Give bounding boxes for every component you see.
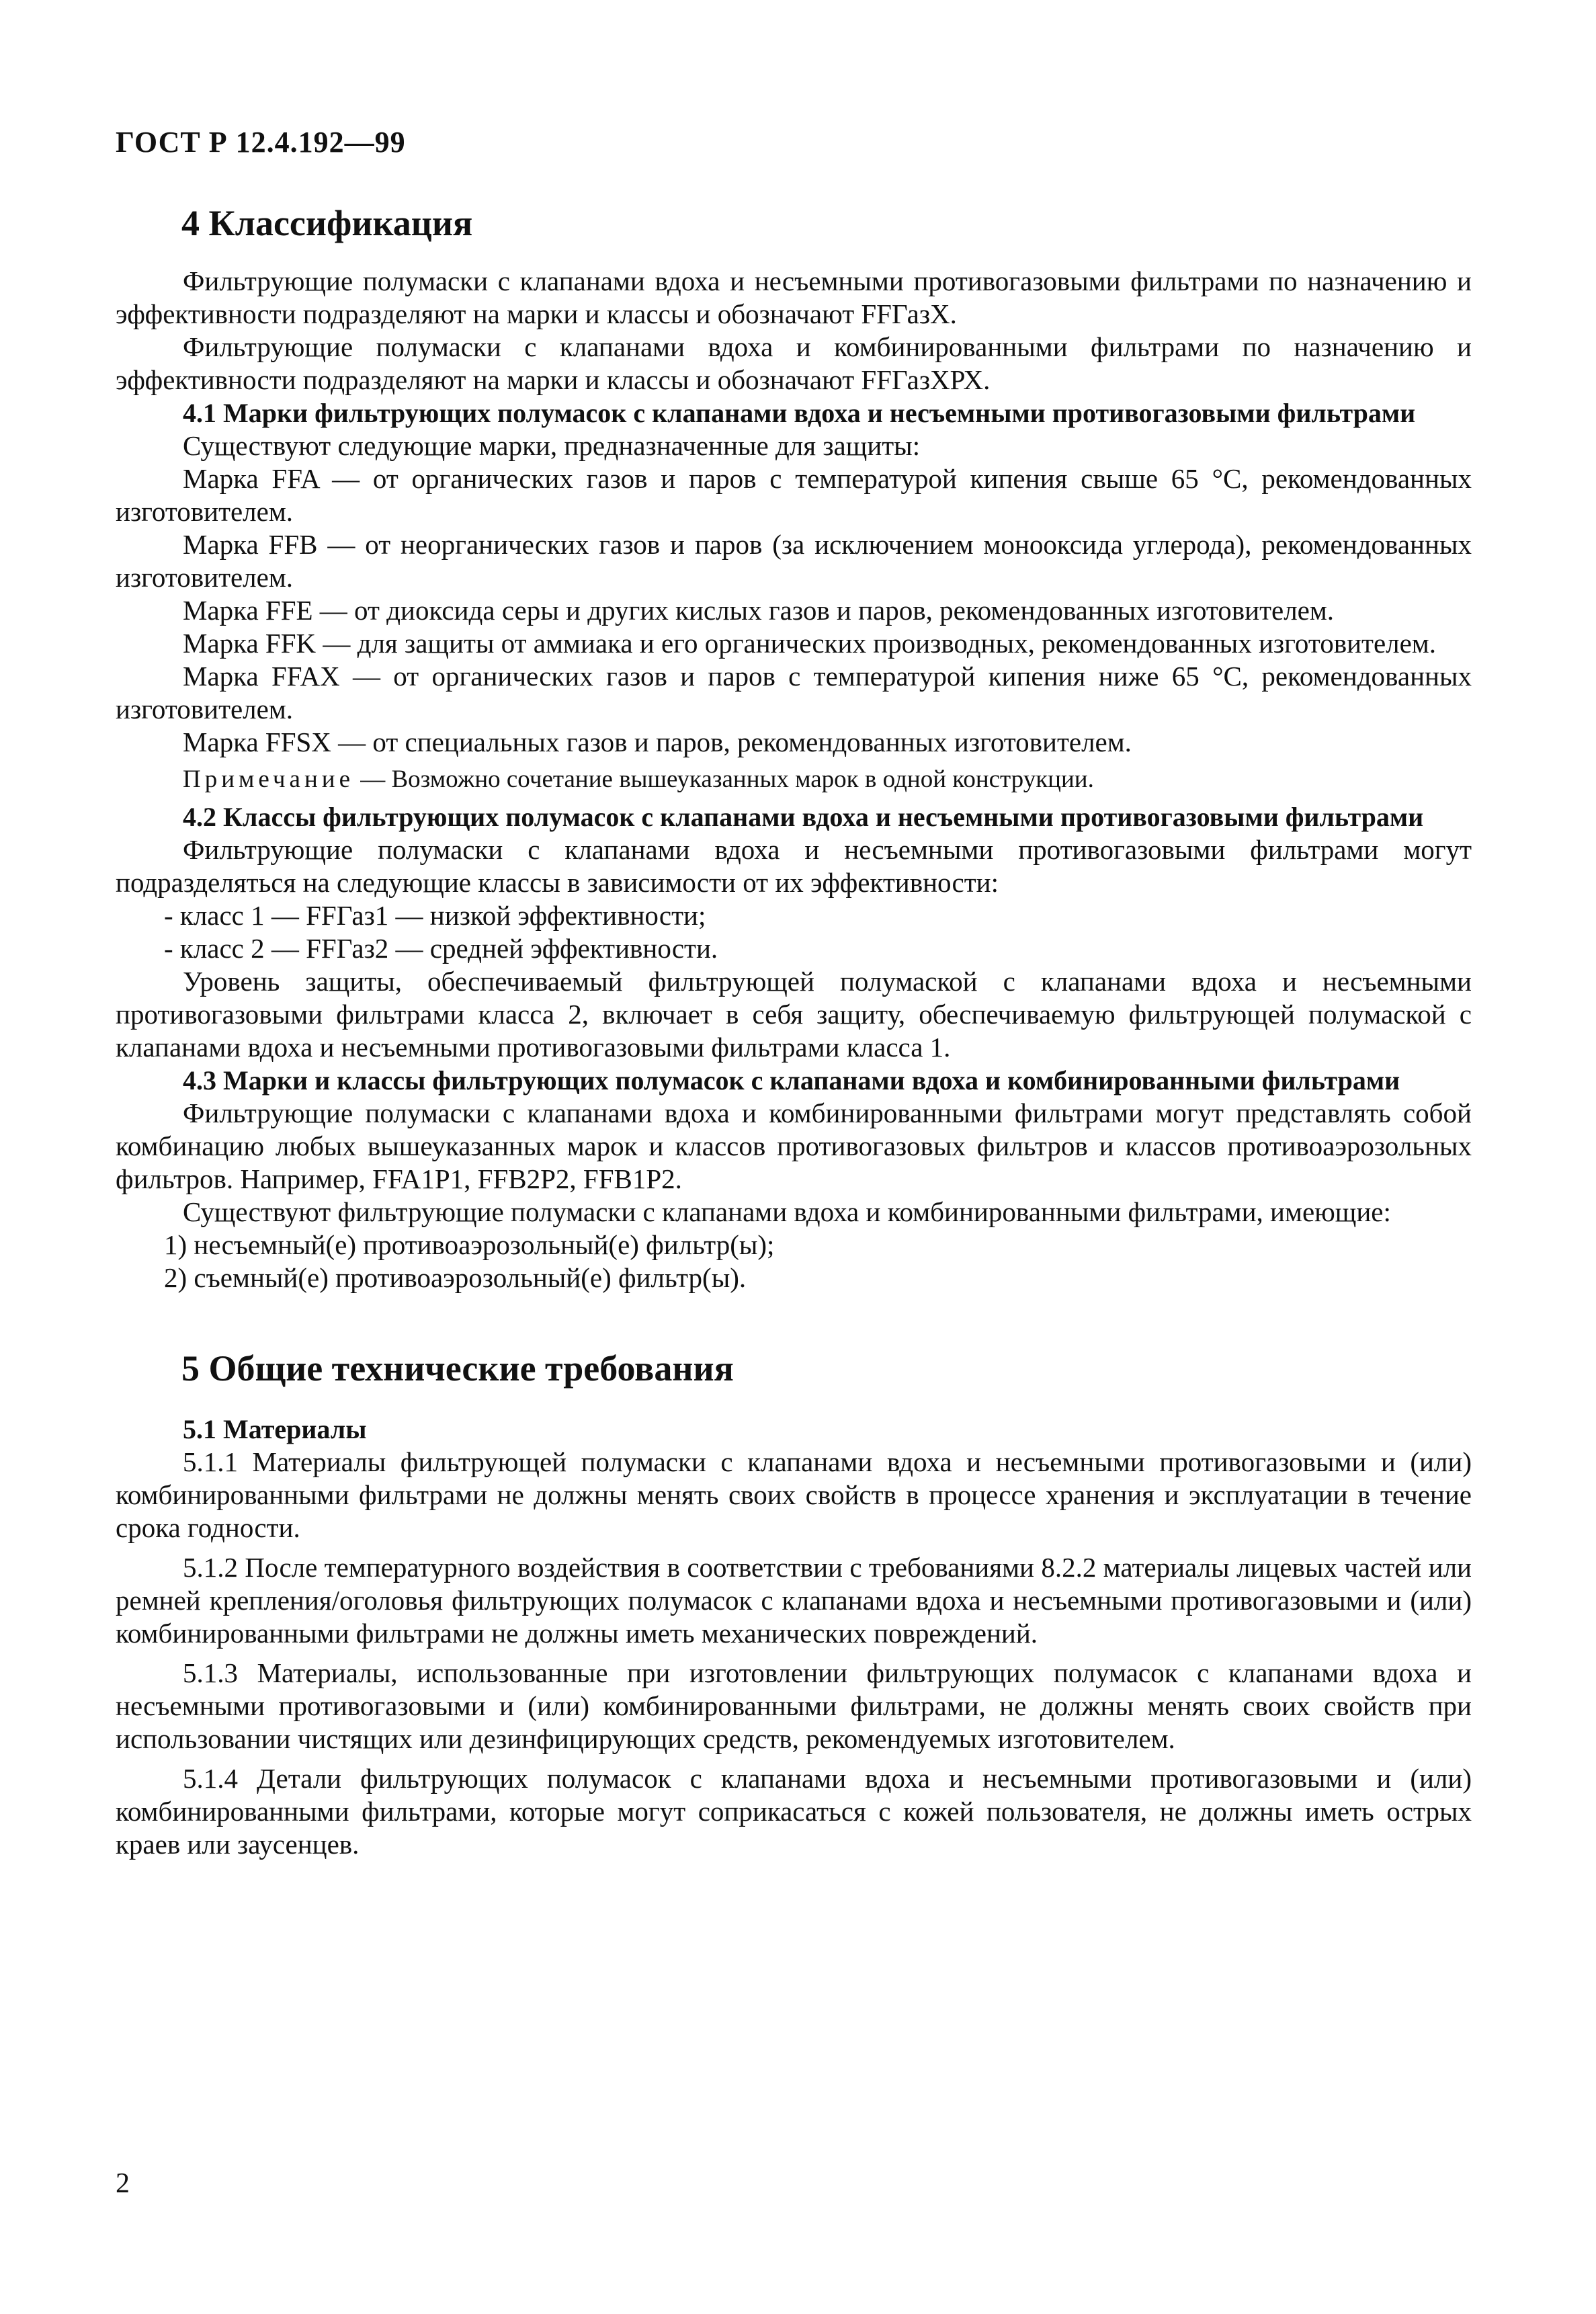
subsection-4-1-title: 4.1 Марки фильтрующих полумасок с клапанами вдоха и несъемными противогазовыми фильтрами xyxy=(183,398,1416,428)
clause-5-1-3: 5.1.3 Материалы, использованные при изготовлении фильтрующих полумасок с клапанами вдоха и несъемными противогазовыми и (или) комбинированными фильтрами, не должны менять своих свойств при использовании чистящих или дезинфицирующих средств, рекомендуемых изготовителем. xyxy=(116,1657,1472,1754)
section-4-paragraph-1: Фильтрующие полумаски с клапанами вдоха и несъемными противогазовыми фильтрами по назначению и эффективности подразделяют на марки и классы и обозначают FFГазХ. xyxy=(116,265,1472,329)
clause-5-1-1: 5.1.1 Материалы фильтрующей полумаски с клапанами вдоха и несъемными противогазовыми и (или) комбинированными фильтрами не должны менять своих свойств в процессе хранения и эксплуатации в течение срока годности. xyxy=(116,1446,1472,1543)
subsection-4-3-title: 4.3 Марки и классы фильтрующих полумасок с клапанами вдоха и комбинированными фильтрами xyxy=(183,1065,1400,1096)
subsection-4-1-intro: Существуют следующие марки, предназначенные для защиты: xyxy=(183,430,921,461)
note-label: Примечание xyxy=(183,766,354,793)
filter-list-item: 1) несъемный(е) противоаэрозольный(е) фильтр(ы); xyxy=(164,1229,775,1260)
subsection-4-3-paragraph-1: Фильтрующие полумаски с клапанами вдоха и комбинированными фильтрами могут представлять собой комбинацию любых вышеуказанных марок и классов противогазовых фильтров и классов противоаэрозольных фильтров. Например, FFA1P1, FFB2P2, FFB1P2. xyxy=(116,1098,1472,1194)
section-4-paragraph-2: Фильтрующие полумаски с клапанами вдоха и комбинированными фильтрами по назначению и эффективности подразделяют на марки и классы и обозначают FFГазХРХ. xyxy=(116,331,1472,395)
page-content xyxy=(116,202,1472,1861)
filter-list-item: 2) съемный(е) противоаэрозольный(е) фильтр(ы). xyxy=(164,1262,747,1293)
class-list-item: - класс 2 — FFГаз2 — средней эффективности. xyxy=(164,933,718,964)
mark-item: Марка FFK — для защиты от аммиака и его органических производных, рекомендованных изготовителем. xyxy=(183,628,1436,659)
subsection-5-1-title: 5.1 Материалы xyxy=(183,1414,367,1444)
subsection-4-2-title: 4.2 Классы фильтрующих полумасок с клапанами вдоха и несъемными противогазовыми фильтрами xyxy=(183,802,1424,832)
note-text: — Возможно сочетание вышеуказанных марок в одной конструкции. xyxy=(354,766,1094,793)
mark-item: Марка FFB — от неорганических газов и паров (за исключением монооксида углерода), рекомендованных изготовителем. xyxy=(116,529,1472,593)
page-number: 2 xyxy=(116,2168,130,2199)
mark-item: Марка FFE — от диоксида серы и других кислых газов и паров, рекомендованных изготовителем. xyxy=(183,595,1335,626)
subsection-4-2-intro: Фильтрующие полумаски с клапанами вдоха и несъемными противогазовыми фильтрами могут подразделяться на следующие классы в зависимости от их эффективности: xyxy=(116,834,1472,898)
section-5-title: 5 Общие технические требования xyxy=(181,1348,734,1389)
mark-item: Марка FFAX — от органических газов и паров с температурой кипения ниже 65 °С, рекомендованных изготовителем. xyxy=(116,661,1472,725)
note xyxy=(116,763,1472,796)
section-4-title: 4 Классификация xyxy=(181,203,473,243)
subsection-4-3-paragraph-2: Существуют фильтрующие полумаски с клапанами вдоха и комбинированными фильтрами, имеющие: xyxy=(183,1196,1391,1227)
document-header: ГОСТ Р 12.4.192—99 xyxy=(116,126,406,159)
mark-item: Марка FFSX — от специальных газов и паров, рекомендованных изготовителем. xyxy=(183,727,1132,757)
clause-5-1-2: 5.1.2 После температурного воздействия в соответствии с требованиями 8.2.2 материалы лицевых частей или ремней крепления/оголовья фильтрующих полумасок с клапанами вдоха и несъемными противогазовыми и (или) комбинированными фильтрами не должны иметь механических повреждений. xyxy=(116,1552,1472,1649)
mark-item: Марка FFA — от органических газов и паров с температурой кипения свыше 65 °С, рекомендованных изготовителем. xyxy=(116,463,1472,527)
clause-5-1-4: 5.1.4 Детали фильтрующих полумасок с клапанами вдоха и несъемными противогазовыми и (или) комбинированными фильтрами, которые могут соприкасаться с кожей пользователя, не должны иметь острых краев или заусенцев. xyxy=(116,1763,1472,1860)
class-list-item: - класс 1 — FFГаз1 — низкой эффективности; xyxy=(164,900,706,931)
subsection-4-2-paragraph: Уровень защиты, обеспечиваемый фильтрующей полумаской с клапанами вдоха и несъемными противогазовыми фильтрами класса 2, включает в себя защиту, обеспечиваемую фильтрующей полумаской с клапанами вдоха и несъемными противогазовыми фильтрами класса 1. xyxy=(116,966,1472,1063)
